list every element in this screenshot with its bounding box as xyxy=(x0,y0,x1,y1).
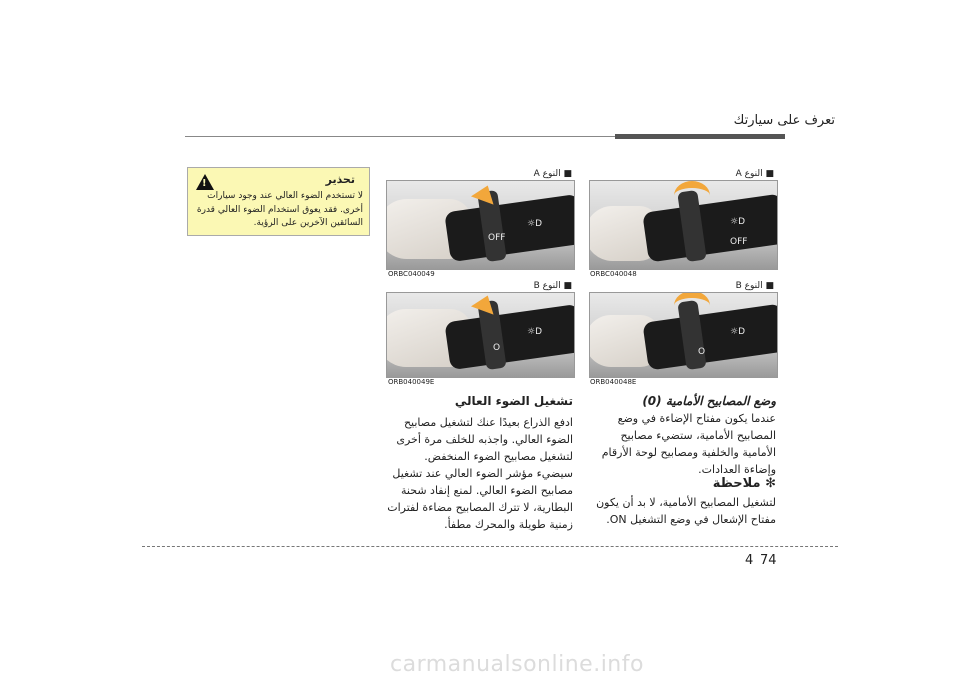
headlight-position-body: عندما يكون مفتاح الإضاءة في وضع المصابيح الأمامية، ستضيء مصابيح الأمامية والخلفية ومصابيح لوحة الأرقام وإضاءة العدادات. xyxy=(601,412,776,476)
photo-label-type-a-left: ■ النوع A xyxy=(533,169,572,179)
rotate-arrow-icon xyxy=(674,181,710,210)
header-divider xyxy=(185,136,615,137)
watermark-text: carmanualsonline.info xyxy=(390,652,644,677)
photo-label-type-b-left: ■ النوع B xyxy=(533,281,572,291)
switch-o-label: O xyxy=(493,343,501,353)
photo-high-beam-type-b xyxy=(386,292,575,378)
photo-code: ORB040048E xyxy=(590,378,637,386)
warning-exclamation-icon: ! xyxy=(202,178,207,189)
header-divider-accent xyxy=(615,134,785,139)
note-title: ✻ ملاحظة xyxy=(712,476,776,491)
warning-text: لا تستخدم الضوء العالي عند وجود سيارات أخرى. فقد يعوق استخدام الضوء العالي قدرة السائقين الآخرين على الرؤية. xyxy=(196,191,363,228)
photo-code: ORB040049E xyxy=(388,378,435,386)
headlight-symbol-icon: ☼D xyxy=(730,217,745,227)
switch-off-label: OFF xyxy=(488,233,506,243)
headlight-symbol-icon: ☼D xyxy=(527,219,542,229)
switch-o-label: O xyxy=(698,347,706,357)
headlight-position-title: وضع المصابيح الأمامية (0) xyxy=(642,394,776,408)
chapter-number: 4 xyxy=(745,553,754,568)
switch-off-label: OFF xyxy=(730,237,748,247)
page-number: 74 xyxy=(760,553,777,568)
photo-headlight-type-a xyxy=(589,180,778,270)
photo-high-beam-type-a xyxy=(386,180,575,270)
photo-label-type-a-right: ■ النوع A xyxy=(735,169,774,179)
headlight-symbol-icon: ☼D xyxy=(730,327,745,337)
photo-label-type-b-right: ■ النوع B xyxy=(735,281,774,291)
photo-code: ORBC040049 xyxy=(388,270,435,278)
high-beam-title: تشغيل الضوء العالي xyxy=(454,394,573,408)
section-header-title: تعرف على سيارتك xyxy=(733,113,835,128)
high-beam-body: ادفع الذراع بعيدًا عنك لتشغيل مصابيح الضوء العالي. واجذبه للخلف مرة أخرى لتشغيل مصابيح الضوء المنخفض. سيضيء مؤشر الضوء العالي عند تشغيل مصابيح الضوء العالي. لمنع إنفاد شحنة البطارية، لا تترك المصابيح مضاءة لفترات زمنية طويلة والمحرك مطفأ. xyxy=(387,416,573,531)
photo-code: ORBC040048 xyxy=(590,270,637,278)
rotate-arrow-icon xyxy=(674,292,710,320)
footer-divider xyxy=(142,546,838,547)
note-body: لتشغيل المصابيح الأمامية، لا بد أن يكون مفتاح الإشعال في وضع التشغيل ON. xyxy=(596,496,776,526)
photo-headlight-type-b xyxy=(589,292,778,378)
warning-title: تحذير xyxy=(325,173,355,186)
headlight-symbol-icon: ☼D xyxy=(527,327,542,337)
warning-box xyxy=(187,167,370,236)
